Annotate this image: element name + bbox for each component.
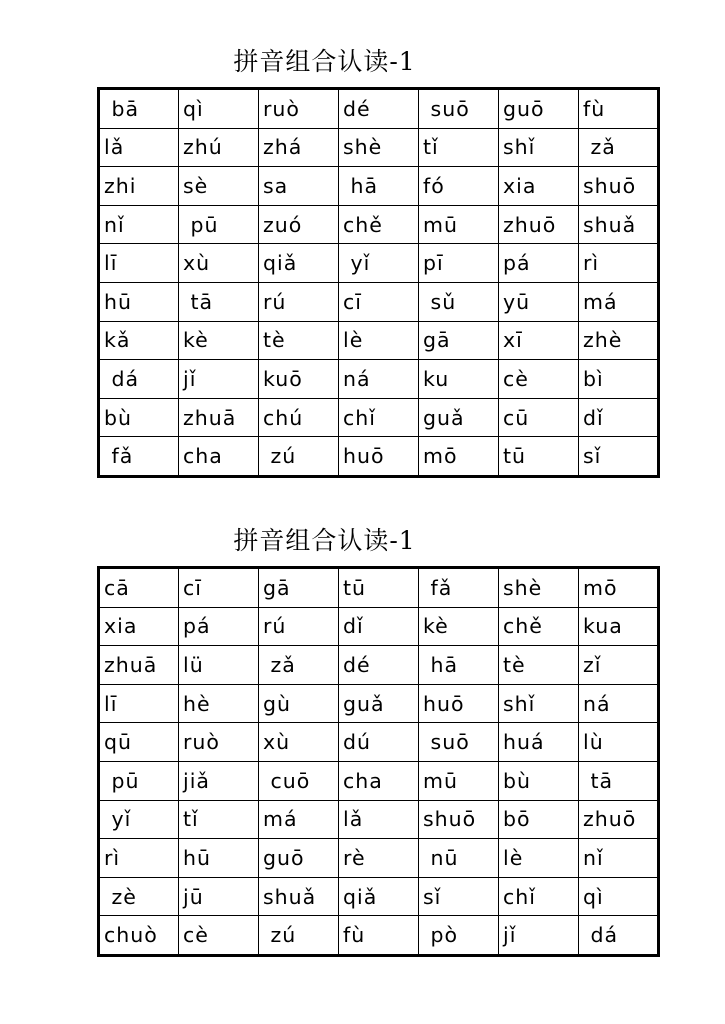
pinyin-cell: kua bbox=[579, 607, 659, 646]
pinyin-cell: yū bbox=[499, 282, 579, 321]
pinyin-cell: hā bbox=[339, 167, 419, 206]
pinyin-cell: ruò bbox=[179, 723, 259, 762]
pinyin-cell: pá bbox=[179, 607, 259, 646]
pinyin-cell: yǐ bbox=[339, 244, 419, 283]
pinyin-cell: guō bbox=[259, 839, 339, 878]
pinyin-cell: tū bbox=[339, 568, 419, 608]
pinyin-cell: shuǎ bbox=[259, 877, 339, 916]
pinyin-cell: huō bbox=[339, 437, 419, 477]
pinyin-cell: jǐ bbox=[179, 360, 259, 399]
pinyin-cell: chě bbox=[339, 205, 419, 244]
pinyin-cell: bā bbox=[99, 89, 179, 129]
pinyin-cell: sǐ bbox=[419, 877, 499, 916]
pinyin-cell: gā bbox=[419, 321, 499, 360]
pinyin-cell: jǐ bbox=[499, 916, 579, 956]
pinyin-table bbox=[97, 566, 660, 957]
pinyin-cell: cuō bbox=[259, 761, 339, 800]
pinyin-cell: xù bbox=[179, 244, 259, 283]
pinyin-cell: chě bbox=[499, 607, 579, 646]
table-row bbox=[99, 321, 659, 360]
worksheet-title: 拼音组合认读-1 bbox=[233, 47, 416, 76]
pinyin-cell: má bbox=[579, 282, 659, 321]
pinyin-cell: huō bbox=[419, 684, 499, 723]
pinyin-cell: zhú bbox=[179, 128, 259, 167]
pinyin-cell: tè bbox=[499, 646, 579, 685]
pinyin-cell: hū bbox=[179, 839, 259, 878]
pinyin-cell: gù bbox=[259, 684, 339, 723]
pinyin-cell: lù bbox=[579, 723, 659, 762]
pinyin-cell: pī bbox=[419, 244, 499, 283]
pinyin-cell: bù bbox=[499, 761, 579, 800]
pinyin-cell: rè bbox=[339, 839, 419, 878]
pinyin-cell: mō bbox=[579, 568, 659, 608]
pinyin-cell: lè bbox=[339, 321, 419, 360]
pinyin-cell: cī bbox=[339, 282, 419, 321]
pinyin-cell: shǐ bbox=[499, 684, 579, 723]
pinyin-cell: lǎ bbox=[99, 128, 179, 167]
pinyin-cell: fǎ bbox=[419, 568, 499, 608]
pinyin-cell: jiǎ bbox=[179, 761, 259, 800]
pinyin-cell: pū bbox=[99, 761, 179, 800]
pinyin-cell: dú bbox=[339, 723, 419, 762]
pinyin-cell: jū bbox=[179, 877, 259, 916]
pinyin-cell: xia bbox=[499, 167, 579, 206]
pinyin-cell: mū bbox=[419, 205, 499, 244]
pinyin-cell: sè bbox=[179, 167, 259, 206]
pinyin-cell: ná bbox=[339, 360, 419, 399]
pinyin-cell: zhi bbox=[99, 167, 179, 206]
pinyin-cell: tā bbox=[579, 761, 659, 800]
pinyin-cell: fó bbox=[419, 167, 499, 206]
pinyin-cell: zǎ bbox=[259, 646, 339, 685]
table-row bbox=[99, 398, 659, 437]
table-row bbox=[99, 282, 659, 321]
table-row bbox=[99, 205, 659, 244]
table-row bbox=[99, 684, 659, 723]
pinyin-cell: zǎ bbox=[579, 128, 659, 167]
pinyin-cell: kè bbox=[419, 607, 499, 646]
pinyin-cell: xù bbox=[259, 723, 339, 762]
pinyin-cell: sǔ bbox=[419, 282, 499, 321]
pinyin-cell: dǐ bbox=[579, 398, 659, 437]
pinyin-cell: chǐ bbox=[339, 398, 419, 437]
table-row bbox=[99, 723, 659, 762]
table-row bbox=[99, 916, 659, 956]
pinyin-cell: cū bbox=[499, 398, 579, 437]
pinyin-cell: cè bbox=[179, 916, 259, 956]
pinyin-cell: pá bbox=[499, 244, 579, 283]
pinyin-cell: bì bbox=[579, 360, 659, 399]
pinyin-cell: bù bbox=[99, 398, 179, 437]
pinyin-cell: rú bbox=[259, 282, 339, 321]
table-row bbox=[99, 244, 659, 283]
pinyin-cell: dé bbox=[339, 89, 419, 129]
pinyin-cell: fù bbox=[339, 916, 419, 956]
table-row bbox=[99, 89, 659, 129]
pinyin-cell: hè bbox=[179, 684, 259, 723]
pinyin-cell: chǐ bbox=[499, 877, 579, 916]
pinyin-cell: cè bbox=[499, 360, 579, 399]
pinyin-cell: bō bbox=[499, 800, 579, 839]
pinyin-cell: sǐ bbox=[579, 437, 659, 477]
pinyin-cell: cha bbox=[179, 437, 259, 477]
pinyin-cell: gā bbox=[259, 568, 339, 608]
pinyin-cell: kè bbox=[179, 321, 259, 360]
pinyin-cell: fǎ bbox=[99, 437, 179, 477]
pinyin-cell: rì bbox=[99, 839, 179, 878]
table-row bbox=[99, 646, 659, 685]
pinyin-cell: guō bbox=[499, 89, 579, 129]
pinyin-cell: zú bbox=[259, 916, 339, 956]
pinyin-cell: suō bbox=[419, 89, 499, 129]
pinyin-cell: lī bbox=[99, 684, 179, 723]
pinyin-cell: ruò bbox=[259, 89, 339, 129]
pinyin-cell: shè bbox=[339, 128, 419, 167]
pinyin-cell: qì bbox=[579, 877, 659, 916]
pinyin-cell: tǐ bbox=[179, 800, 259, 839]
pinyin-cell: zè bbox=[99, 877, 179, 916]
table-row bbox=[99, 839, 659, 878]
table-row bbox=[99, 437, 659, 477]
table-row bbox=[99, 877, 659, 916]
pinyin-cell: cha bbox=[339, 761, 419, 800]
pinyin-cell: zhuā bbox=[179, 398, 259, 437]
table-row bbox=[99, 800, 659, 839]
table-row bbox=[99, 607, 659, 646]
pinyin-cell: hā bbox=[419, 646, 499, 685]
pinyin-cell: tè bbox=[259, 321, 339, 360]
table-row bbox=[99, 761, 659, 800]
pinyin-cell: fù bbox=[579, 89, 659, 129]
pinyin-cell: dǐ bbox=[339, 607, 419, 646]
pinyin-cell: kuō bbox=[259, 360, 339, 399]
pinyin-cell: nǐ bbox=[579, 839, 659, 878]
pinyin-cell: dá bbox=[99, 360, 179, 399]
pinyin-cell: ná bbox=[579, 684, 659, 723]
pinyin-cell: zhè bbox=[579, 321, 659, 360]
pinyin-cell: lè bbox=[499, 839, 579, 878]
pinyin-cell: dá bbox=[579, 916, 659, 956]
table-row bbox=[99, 167, 659, 206]
pinyin-cell: zǐ bbox=[579, 646, 659, 685]
pinyin-cell: lü bbox=[179, 646, 259, 685]
pinyin-cell: zuó bbox=[259, 205, 339, 244]
pinyin-cell: pò bbox=[419, 916, 499, 956]
pinyin-cell: rú bbox=[259, 607, 339, 646]
pinyin-cell: lǎ bbox=[339, 800, 419, 839]
table-row bbox=[99, 568, 659, 608]
worksheet-title: 拼音组合认读-1 bbox=[233, 526, 416, 555]
pinyin-cell: hū bbox=[99, 282, 179, 321]
pinyin-cell: nū bbox=[419, 839, 499, 878]
pinyin-cell: qiǎ bbox=[339, 877, 419, 916]
pinyin-cell: mō bbox=[419, 437, 499, 477]
pinyin-cell: qì bbox=[179, 89, 259, 129]
pinyin-cell: chú bbox=[259, 398, 339, 437]
pinyin-cell: dé bbox=[339, 646, 419, 685]
pinyin-cell: guǎ bbox=[419, 398, 499, 437]
table-row bbox=[99, 360, 659, 399]
pinyin-cell: zú bbox=[259, 437, 339, 477]
pinyin-cell: zhá bbox=[259, 128, 339, 167]
pinyin-cell: rì bbox=[579, 244, 659, 283]
pinyin-cell: qiǎ bbox=[259, 244, 339, 283]
pinyin-cell: tū bbox=[499, 437, 579, 477]
pinyin-cell: shǐ bbox=[499, 128, 579, 167]
pinyin-cell: qū bbox=[99, 723, 179, 762]
pinyin-cell: shuǎ bbox=[579, 205, 659, 244]
pinyin-cell: yǐ bbox=[99, 800, 179, 839]
pinyin-cell: xī bbox=[499, 321, 579, 360]
pinyin-cell: pū bbox=[179, 205, 259, 244]
pinyin-cell: huá bbox=[499, 723, 579, 762]
pinyin-cell: xia bbox=[99, 607, 179, 646]
pinyin-cell: shuō bbox=[579, 167, 659, 206]
pinyin-cell: zhuō bbox=[499, 205, 579, 244]
pinyin-cell: tǐ bbox=[419, 128, 499, 167]
pinyin-cell: kǎ bbox=[99, 321, 179, 360]
pinyin-cell: cā bbox=[99, 568, 179, 608]
pinyin-cell: chuò bbox=[99, 916, 179, 956]
pinyin-cell: guǎ bbox=[339, 684, 419, 723]
pinyin-cell: má bbox=[259, 800, 339, 839]
pinyin-cell: zhuō bbox=[579, 800, 659, 839]
pinyin-cell: suō bbox=[419, 723, 499, 762]
pinyin-cell: nǐ bbox=[99, 205, 179, 244]
pinyin-cell: lī bbox=[99, 244, 179, 283]
pinyin-cell: shuō bbox=[419, 800, 499, 839]
pinyin-cell: cī bbox=[179, 568, 259, 608]
pinyin-cell: sa bbox=[259, 167, 339, 206]
pinyin-cell: tā bbox=[179, 282, 259, 321]
pinyin-cell: ku bbox=[419, 360, 499, 399]
table-row bbox=[99, 128, 659, 167]
pinyin-cell: shè bbox=[499, 568, 579, 608]
pinyin-table bbox=[97, 87, 660, 478]
pinyin-cell: zhuā bbox=[99, 646, 179, 685]
pinyin-cell: mū bbox=[419, 761, 499, 800]
